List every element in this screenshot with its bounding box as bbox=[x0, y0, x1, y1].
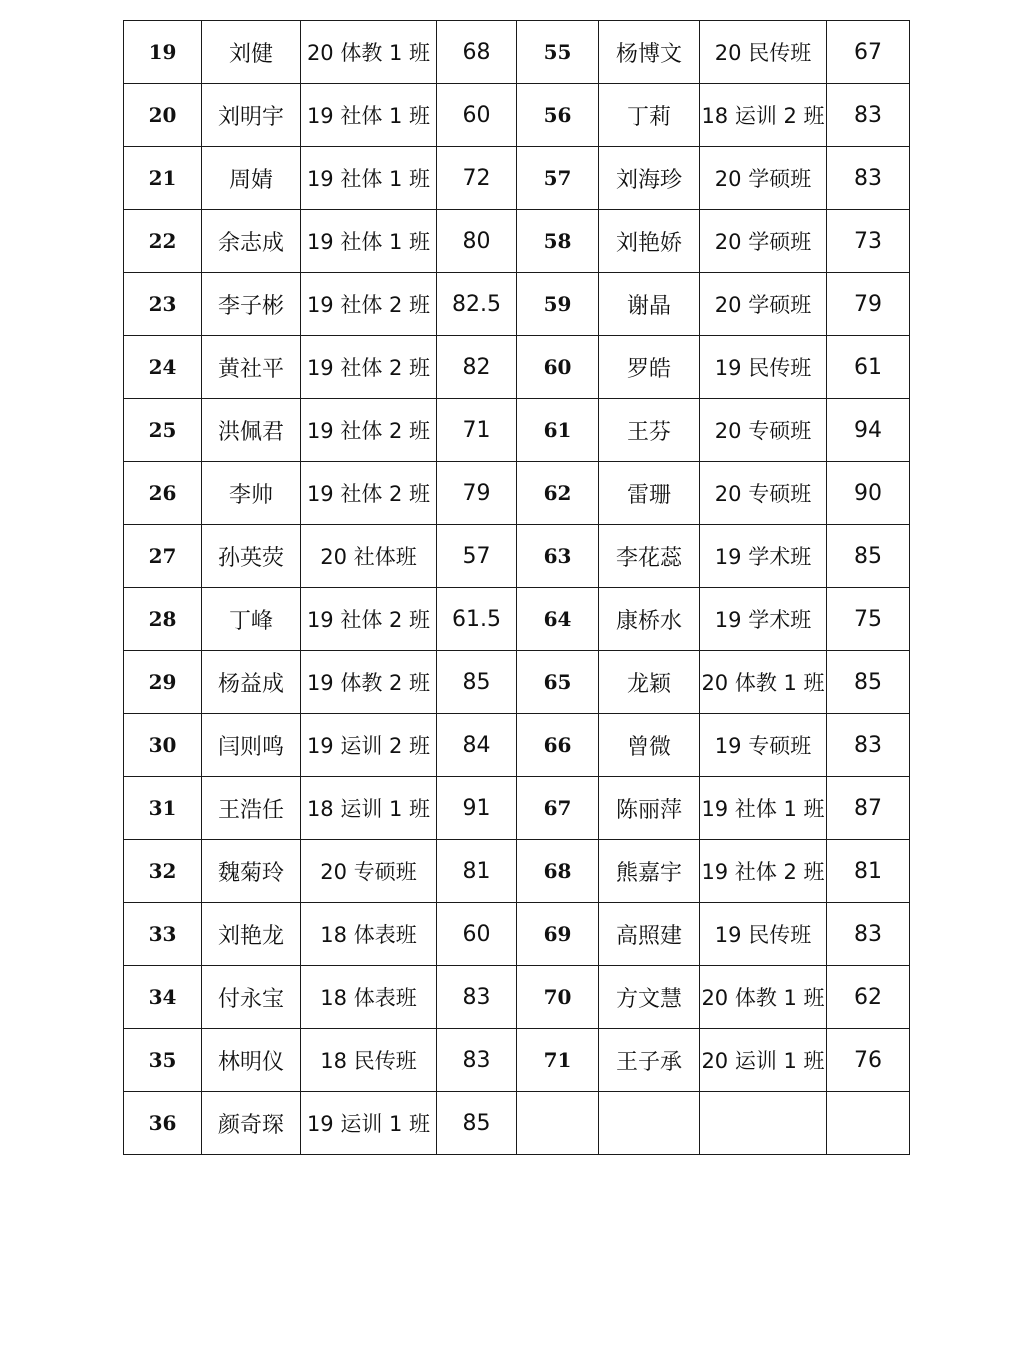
right-student-name-cell: 康桥水 bbox=[599, 588, 700, 651]
right-class-name-cell: 19 学术班 bbox=[700, 525, 827, 588]
right-class-name-cell: 20 专硕班 bbox=[700, 399, 827, 462]
table-row bbox=[124, 903, 910, 966]
right-score-cell: 73 bbox=[827, 210, 910, 273]
left-class-name-cell: 20 专硕班 bbox=[301, 840, 437, 903]
left-score-cell: 82.5 bbox=[437, 273, 517, 336]
right-student-name-cell: 高照建 bbox=[599, 903, 700, 966]
left-student-name-cell: 刘健 bbox=[202, 21, 301, 84]
left-student-name-cell: 李帅 bbox=[202, 462, 301, 525]
right-student-name-cell: 王芬 bbox=[599, 399, 700, 462]
right-class-name-cell bbox=[700, 1092, 827, 1155]
right-student-number-cell: 55 bbox=[517, 21, 599, 84]
left-student-number-cell: 20 bbox=[124, 84, 202, 147]
left-score-cell: 85 bbox=[437, 651, 517, 714]
left-student-name-cell: 丁峰 bbox=[202, 588, 301, 651]
right-class-name-cell: 19 社体 2 班 bbox=[700, 840, 827, 903]
left-student-number-cell: 35 bbox=[124, 1029, 202, 1092]
right-student-number-cell: 67 bbox=[517, 777, 599, 840]
right-student-name-cell: 刘海珍 bbox=[599, 147, 700, 210]
right-student-name-cell: 陈丽萍 bbox=[599, 777, 700, 840]
table-row bbox=[124, 147, 910, 210]
right-student-number-cell: 69 bbox=[517, 903, 599, 966]
right-student-number-cell: 63 bbox=[517, 525, 599, 588]
right-score-cell: 83 bbox=[827, 147, 910, 210]
left-student-number-cell: 24 bbox=[124, 336, 202, 399]
left-score-cell: 72 bbox=[437, 147, 517, 210]
right-student-number-cell: 59 bbox=[517, 273, 599, 336]
score-table-body bbox=[124, 21, 910, 1155]
left-class-name-cell: 19 运训 2 班 bbox=[301, 714, 437, 777]
right-student-name-cell: 丁莉 bbox=[599, 84, 700, 147]
table-row bbox=[124, 525, 910, 588]
left-student-name-cell: 洪佩君 bbox=[202, 399, 301, 462]
left-class-name-cell: 19 运训 1 班 bbox=[301, 1092, 437, 1155]
right-student-name-cell: 谢晶 bbox=[599, 273, 700, 336]
right-score-cell: 67 bbox=[827, 21, 910, 84]
right-class-name-cell: 20 民传班 bbox=[700, 21, 827, 84]
right-student-number-cell: 61 bbox=[517, 399, 599, 462]
left-class-name-cell: 19 社体 2 班 bbox=[301, 336, 437, 399]
right-student-number-cell: 68 bbox=[517, 840, 599, 903]
right-student-name-cell: 方文慧 bbox=[599, 966, 700, 1029]
table-row bbox=[124, 273, 910, 336]
left-score-cell: 83 bbox=[437, 1029, 517, 1092]
left-score-cell: 61.5 bbox=[437, 588, 517, 651]
right-score-cell: 85 bbox=[827, 525, 910, 588]
left-class-name-cell: 19 社体 1 班 bbox=[301, 210, 437, 273]
table-row bbox=[124, 399, 910, 462]
table-row bbox=[124, 210, 910, 273]
left-class-name-cell: 18 运训 1 班 bbox=[301, 777, 437, 840]
right-class-name-cell: 20 学硕班 bbox=[700, 210, 827, 273]
right-score-cell: 83 bbox=[827, 84, 910, 147]
right-class-name-cell: 19 社体 1 班 bbox=[700, 777, 827, 840]
right-student-number-cell: 56 bbox=[517, 84, 599, 147]
right-score-cell: 94 bbox=[827, 399, 910, 462]
left-class-name-cell: 19 社体 1 班 bbox=[301, 84, 437, 147]
right-student-name-cell: 罗皓 bbox=[599, 336, 700, 399]
left-class-name-cell: 19 社体 2 班 bbox=[301, 273, 437, 336]
table-row bbox=[124, 714, 910, 777]
left-score-cell: 81 bbox=[437, 840, 517, 903]
left-student-number-cell: 33 bbox=[124, 903, 202, 966]
right-student-name-cell: 龙颖 bbox=[599, 651, 700, 714]
left-class-name-cell: 19 社体 2 班 bbox=[301, 588, 437, 651]
right-student-number-cell: 57 bbox=[517, 147, 599, 210]
right-student-name-cell: 曾微 bbox=[599, 714, 700, 777]
right-student-number-cell: 65 bbox=[517, 651, 599, 714]
right-score-cell: 87 bbox=[827, 777, 910, 840]
right-score-cell: 75 bbox=[827, 588, 910, 651]
right-class-name-cell: 20 专硕班 bbox=[700, 462, 827, 525]
left-score-cell: 60 bbox=[437, 84, 517, 147]
left-class-name-cell: 20 体教 1 班 bbox=[301, 21, 437, 84]
right-score-cell: 79 bbox=[827, 273, 910, 336]
right-student-number-cell: 60 bbox=[517, 336, 599, 399]
left-student-name-cell: 李子彬 bbox=[202, 273, 301, 336]
left-student-name-cell: 刘艳龙 bbox=[202, 903, 301, 966]
left-student-number-cell: 25 bbox=[124, 399, 202, 462]
left-student-number-cell: 31 bbox=[124, 777, 202, 840]
left-class-name-cell: 19 社体 2 班 bbox=[301, 399, 437, 462]
left-student-number-cell: 32 bbox=[124, 840, 202, 903]
right-student-name-cell: 杨博文 bbox=[599, 21, 700, 84]
right-class-name-cell: 20 体教 1 班 bbox=[700, 651, 827, 714]
left-student-number-cell: 28 bbox=[124, 588, 202, 651]
left-score-cell: 91 bbox=[437, 777, 517, 840]
right-student-number-cell: 66 bbox=[517, 714, 599, 777]
left-score-cell: 80 bbox=[437, 210, 517, 273]
right-student-number-cell: 62 bbox=[517, 462, 599, 525]
left-student-name-cell: 余志成 bbox=[202, 210, 301, 273]
table-row bbox=[124, 21, 910, 84]
left-student-name-cell: 魏菊玲 bbox=[202, 840, 301, 903]
right-score-cell bbox=[827, 1092, 910, 1155]
right-student-name-cell bbox=[599, 1092, 700, 1155]
table-row bbox=[124, 1092, 910, 1155]
left-class-name-cell: 19 社体 2 班 bbox=[301, 462, 437, 525]
left-student-number-cell: 27 bbox=[124, 525, 202, 588]
left-class-name-cell: 18 体表班 bbox=[301, 966, 437, 1029]
right-student-number-cell: 71 bbox=[517, 1029, 599, 1092]
table-row bbox=[124, 84, 910, 147]
left-student-number-cell: 34 bbox=[124, 966, 202, 1029]
left-score-cell: 83 bbox=[437, 966, 517, 1029]
table-row bbox=[124, 336, 910, 399]
right-student-name-cell: 刘艳娇 bbox=[599, 210, 700, 273]
left-student-name-cell: 黄社平 bbox=[202, 336, 301, 399]
left-score-cell: 85 bbox=[437, 1092, 517, 1155]
right-student-name-cell: 王子承 bbox=[599, 1029, 700, 1092]
right-class-name-cell: 19 民传班 bbox=[700, 903, 827, 966]
left-score-cell: 71 bbox=[437, 399, 517, 462]
left-student-name-cell: 林明仪 bbox=[202, 1029, 301, 1092]
left-class-name-cell: 19 社体 1 班 bbox=[301, 147, 437, 210]
left-student-name-cell: 王浩任 bbox=[202, 777, 301, 840]
right-class-name-cell: 19 学术班 bbox=[700, 588, 827, 651]
left-score-cell: 68 bbox=[437, 21, 517, 84]
left-class-name-cell: 20 社体班 bbox=[301, 525, 437, 588]
right-class-name-cell: 19 民传班 bbox=[700, 336, 827, 399]
left-student-number-cell: 21 bbox=[124, 147, 202, 210]
left-student-name-cell: 杨益成 bbox=[202, 651, 301, 714]
table-row bbox=[124, 966, 910, 1029]
right-score-cell: 85 bbox=[827, 651, 910, 714]
left-student-number-cell: 29 bbox=[124, 651, 202, 714]
left-student-name-cell: 孙英荧 bbox=[202, 525, 301, 588]
score-table bbox=[123, 20, 910, 1155]
left-class-name-cell: 18 民传班 bbox=[301, 1029, 437, 1092]
left-student-name-cell: 颜奇琛 bbox=[202, 1092, 301, 1155]
right-class-name-cell: 19 专硕班 bbox=[700, 714, 827, 777]
table-row bbox=[124, 1029, 910, 1092]
right-score-cell: 83 bbox=[827, 903, 910, 966]
left-student-number-cell: 19 bbox=[124, 21, 202, 84]
table-row bbox=[124, 840, 910, 903]
right-score-cell: 62 bbox=[827, 966, 910, 1029]
left-student-number-cell: 22 bbox=[124, 210, 202, 273]
left-student-name-cell: 刘明宇 bbox=[202, 84, 301, 147]
left-student-number-cell: 30 bbox=[124, 714, 202, 777]
left-score-cell: 84 bbox=[437, 714, 517, 777]
right-student-number-cell: 64 bbox=[517, 588, 599, 651]
left-student-number-cell: 26 bbox=[124, 462, 202, 525]
right-score-cell: 61 bbox=[827, 336, 910, 399]
right-score-cell: 83 bbox=[827, 714, 910, 777]
table-row bbox=[124, 651, 910, 714]
table-row bbox=[124, 462, 910, 525]
right-class-name-cell: 20 运训 1 班 bbox=[700, 1029, 827, 1092]
left-student-number-cell: 23 bbox=[124, 273, 202, 336]
left-score-cell: 60 bbox=[437, 903, 517, 966]
left-student-number-cell: 36 bbox=[124, 1092, 202, 1155]
left-score-cell: 57 bbox=[437, 525, 517, 588]
table-row bbox=[124, 588, 910, 651]
right-score-cell: 76 bbox=[827, 1029, 910, 1092]
right-student-name-cell: 李花蕊 bbox=[599, 525, 700, 588]
table-row bbox=[124, 777, 910, 840]
left-student-name-cell: 周婧 bbox=[202, 147, 301, 210]
right-class-name-cell: 20 体教 1 班 bbox=[700, 966, 827, 1029]
right-student-name-cell: 熊嘉宇 bbox=[599, 840, 700, 903]
right-score-cell: 81 bbox=[827, 840, 910, 903]
right-score-cell: 90 bbox=[827, 462, 910, 525]
right-student-number-cell: 58 bbox=[517, 210, 599, 273]
left-class-name-cell: 18 体表班 bbox=[301, 903, 437, 966]
right-student-number-cell bbox=[517, 1092, 599, 1155]
left-score-cell: 79 bbox=[437, 462, 517, 525]
right-class-name-cell: 18 运训 2 班 bbox=[700, 84, 827, 147]
right-student-name-cell: 雷珊 bbox=[599, 462, 700, 525]
left-student-name-cell: 闫则鸣 bbox=[202, 714, 301, 777]
left-class-name-cell: 19 体教 2 班 bbox=[301, 651, 437, 714]
right-class-name-cell: 20 学硕班 bbox=[700, 273, 827, 336]
right-student-number-cell: 70 bbox=[517, 966, 599, 1029]
right-class-name-cell: 20 学硕班 bbox=[700, 147, 827, 210]
left-score-cell: 82 bbox=[437, 336, 517, 399]
left-student-name-cell: 付永宝 bbox=[202, 966, 301, 1029]
